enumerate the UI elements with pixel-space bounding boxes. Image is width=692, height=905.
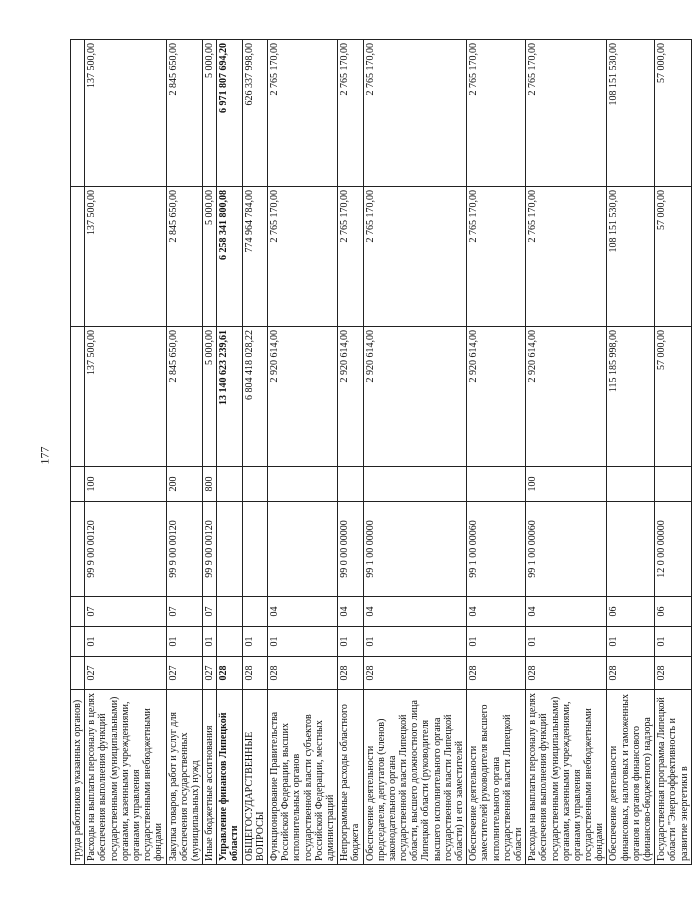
section-code-cell: 01 — [607, 627, 655, 657]
target-article-cell — [71, 502, 85, 597]
amount-year1-cell: 13 140 623 239,61 — [217, 327, 242, 467]
amount-year1-cell: 2 920 614,00 — [268, 327, 338, 467]
expense-type-cell: 800 — [203, 467, 217, 502]
budget-table-container — [70, 40, 690, 865]
amount-year1-cell: 5 000,00 — [203, 327, 217, 467]
subsection-code-cell: 06 — [607, 597, 655, 627]
amount-year3-cell: 108 151 530,00 — [607, 40, 655, 187]
subsection-code-cell: 04 — [467, 597, 526, 627]
table-row — [217, 40, 242, 865]
expense-type-cell: 100 — [526, 467, 607, 502]
amount-year1-cell: 6 804 418 028,22 — [242, 327, 267, 467]
target-article-cell — [242, 502, 267, 597]
table-row — [71, 40, 85, 865]
amount-year2-cell: 2 765 170,00 — [526, 187, 607, 327]
grbs-code-cell: 028 — [467, 657, 526, 690]
table-row — [203, 40, 217, 865]
section-code-cell: 01 — [166, 627, 203, 657]
grbs-code-cell: 028 — [242, 657, 267, 690]
amount-year3-cell: 5 000,00 — [203, 40, 217, 187]
row-name-cell: Закупка товаров, работ и услуг для обеспечения государственных (муниципальных) нужд — [166, 690, 203, 865]
amount-year2-cell: 6 258 341 800,08 — [217, 187, 242, 327]
target-article-cell: 99 1 00 00060 — [526, 502, 607, 597]
table-row — [242, 40, 267, 865]
grbs-code-cell: 028 — [217, 657, 242, 690]
subsection-code-cell: 04 — [363, 597, 467, 627]
amount-year3-cell: 2 765 170,00 — [268, 40, 338, 187]
amount-year3-cell: 2 765 170,00 — [526, 40, 607, 187]
page-number-text: 177 — [37, 446, 52, 465]
table-row — [268, 40, 338, 865]
expense-type-cell — [71, 467, 85, 502]
grbs-code-cell: 027 — [166, 657, 203, 690]
section-code-cell: 01 — [242, 627, 267, 657]
row-name-cell: ОБЩЕГОСУДАРСТВЕННЫЕ ВОПРОСЫ — [242, 690, 267, 865]
amount-year1-cell: 2 845 650,00 — [166, 327, 203, 467]
subsection-code-cell — [71, 597, 85, 627]
amount-year2-cell: 2 845 650,00 — [166, 187, 203, 327]
amount-year2-cell: 774 964 784,00 — [242, 187, 267, 327]
amount-year2-cell: 2 765 170,00 — [268, 187, 338, 327]
amount-year1-cell: 2 920 614,00 — [338, 327, 363, 467]
section-code-cell: 01 — [526, 627, 607, 657]
amount-year3-cell: 2 765 170,00 — [467, 40, 526, 187]
row-name-cell: Государственная программа Липецкой области "Энергоэффективность и развитие энергетики в — [655, 690, 692, 865]
amount-year3-cell: 2 765 170,00 — [363, 40, 467, 187]
amount-year1-cell: 57 000,00 — [655, 327, 692, 467]
target-article-cell — [268, 502, 338, 597]
amount-year2-cell: 57 000,00 — [655, 187, 692, 327]
amount-year3-cell: 57 000,00 — [655, 40, 692, 187]
section-code-cell: 01 — [467, 627, 526, 657]
amount-year2-cell: 2 765 170,00 — [467, 187, 526, 327]
grbs-code-cell — [71, 657, 85, 690]
grbs-code-cell: 028 — [268, 657, 338, 690]
amount-year1-cell: 137 500,00 — [85, 327, 166, 467]
grbs-code-cell: 028 — [607, 657, 655, 690]
row-name-cell: Расходы на выплаты персоналу в целях обеспечения выполнения функций государственными (муниципальными) органами, казенными учреждениями, органами управления государственными внебюджетными фондами — [526, 690, 607, 865]
expense-type-cell — [607, 467, 655, 502]
row-name-cell: труда работников указанных органов) — [71, 690, 85, 865]
section-code-cell — [71, 627, 85, 657]
grbs-code-cell: 028 — [526, 657, 607, 690]
amount-year2-cell: 2 765 170,00 — [338, 187, 363, 327]
section-code-cell — [217, 627, 242, 657]
expense-type-cell: 200 — [166, 467, 203, 502]
row-name-cell: Обеспечение деятельности председателя, депутатов (членов) законодательного органа государственной власти Липецкой области, высшего должностного лица Липецкой области (руководителя высшего исполнительного органа государственной власти Липецкой области) и его заместителей — [363, 690, 467, 865]
table-row — [526, 40, 607, 865]
row-name-cell: Обеспечение деятельности финансовых, налоговых и таможенных органов и органов финансового (финансово-бюджетного) надзора — [607, 690, 655, 865]
subsection-code-cell — [242, 597, 267, 627]
amount-year2-cell: 137 500,00 — [85, 187, 166, 327]
table-row — [655, 40, 692, 865]
table-row — [363, 40, 467, 865]
target-article-cell: 99 1 00 00060 — [467, 502, 526, 597]
grbs-code-cell: 027 — [203, 657, 217, 690]
amount-year2-cell — [71, 187, 85, 327]
amount-year2-cell: 2 765 170,00 — [363, 187, 467, 327]
row-name-cell: Управление финансов Липецкой области — [217, 690, 242, 865]
table-row — [467, 40, 526, 865]
expense-type-cell — [655, 467, 692, 502]
budget-table — [70, 39, 692, 865]
amount-year1-cell: 2 920 614,00 — [467, 327, 526, 467]
amount-year1-cell: 115 185 998,00 — [607, 327, 655, 467]
grbs-code-cell: 028 — [338, 657, 363, 690]
amount-year2-cell: 108 151 530,00 — [607, 187, 655, 327]
amount-year3-cell — [71, 40, 85, 187]
expense-type-cell — [338, 467, 363, 502]
amount-year3-cell: 137 500,00 — [85, 40, 166, 187]
target-article-cell — [217, 502, 242, 597]
table-body — [71, 40, 692, 865]
subsection-code-cell: 06 — [655, 597, 692, 627]
row-name-cell: Непрограммные расходы областного бюджета — [338, 690, 363, 865]
target-article-cell: 99 1 00 00000 — [363, 502, 467, 597]
amount-year3-cell: 626 337 998,00 — [242, 40, 267, 187]
subsection-code-cell: 07 — [85, 597, 166, 627]
subsection-code-cell: 04 — [526, 597, 607, 627]
page-number — [37, 440, 60, 470]
section-code-cell: 01 — [338, 627, 363, 657]
target-article-cell — [607, 502, 655, 597]
row-name-cell: Обеспечение деятельности заместителей руководителя высшего исполнительного органа государственной власти Липецкой области — [467, 690, 526, 865]
target-article-cell: 99 9 00 00120 — [203, 502, 217, 597]
expense-type-cell — [242, 467, 267, 502]
row-name-cell: Функционирование Правительства Российской Федерации, высших исполнительных органов государственной власти субъектов Российской Федерации, местных администраций — [268, 690, 338, 865]
row-name-cell: Расходы на выплаты персоналу в целях обеспечения выполнения функций государственными (муниципальными) органами, казенными учреждениями, органами управления государственными внебюджетными фондами — [85, 690, 166, 865]
amount-year3-cell: 6 971 807 694,20 — [217, 40, 242, 187]
amount-year3-cell: 2 845 650,00 — [166, 40, 203, 187]
table-row — [338, 40, 363, 865]
amount-year2-cell: 5 000,00 — [203, 187, 217, 327]
section-code-cell: 01 — [655, 627, 692, 657]
target-article-cell: 99 9 00 00120 — [85, 502, 166, 597]
table-row — [166, 40, 203, 865]
target-article-cell: 12 0 00 00000 — [655, 502, 692, 597]
table-row — [85, 40, 166, 865]
grbs-code-cell: 028 — [363, 657, 467, 690]
table-row — [607, 40, 655, 865]
amount-year1-cell — [71, 327, 85, 467]
grbs-code-cell: 028 — [655, 657, 692, 690]
amount-year1-cell: 2 920 614,00 — [363, 327, 467, 467]
expense-type-cell: 100 — [85, 467, 166, 502]
expense-type-cell — [268, 467, 338, 502]
expense-type-cell — [363, 467, 467, 502]
target-article-cell: 99 0 00 00000 — [338, 502, 363, 597]
subsection-code-cell: 04 — [268, 597, 338, 627]
amount-year1-cell: 2 920 614,00 — [526, 327, 607, 467]
subsection-code-cell: 04 — [338, 597, 363, 627]
subsection-code-cell — [217, 597, 242, 627]
row-name-cell: Иные бюджетные ассигнования — [203, 690, 217, 865]
subsection-code-cell: 07 — [203, 597, 217, 627]
section-code-cell: 01 — [363, 627, 467, 657]
expense-type-cell — [217, 467, 242, 502]
subsection-code-cell: 07 — [166, 597, 203, 627]
grbs-code-cell: 027 — [85, 657, 166, 690]
target-article-cell: 99 9 00 00120 — [166, 502, 203, 597]
section-code-cell: 01 — [203, 627, 217, 657]
expense-type-cell — [467, 467, 526, 502]
amount-year3-cell: 2 765 170,00 — [338, 40, 363, 187]
section-code-cell: 01 — [268, 627, 338, 657]
section-code-cell: 01 — [85, 627, 166, 657]
